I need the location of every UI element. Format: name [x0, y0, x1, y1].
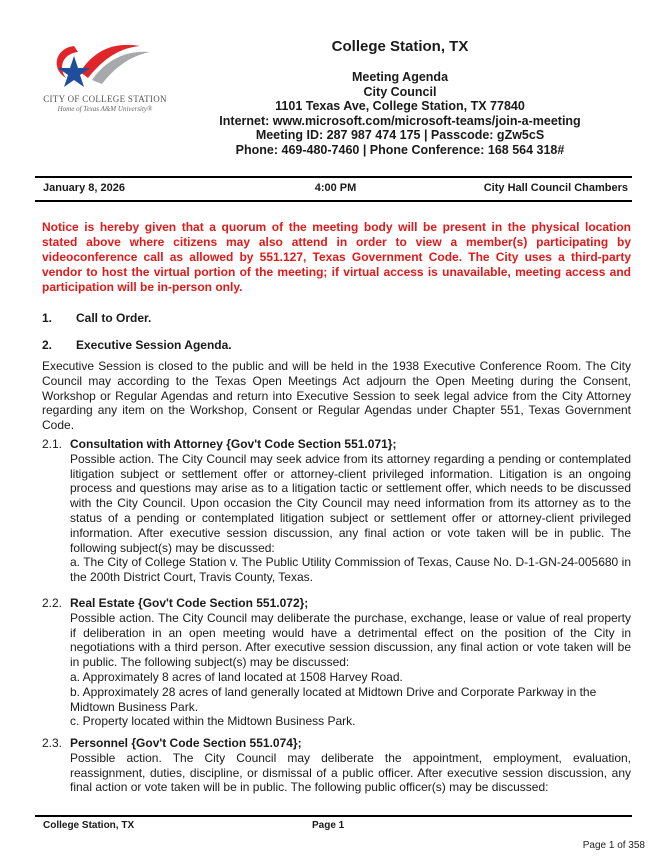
quorum-notice: Notice is hereby given that a quorum of the meeting body will be present in the physical location stated above where citizens may also attend in order to view a member(s) participating by videoconference call as allowed by 551.127, Texas Government Code. The City uses a third-party vendor to host the virtual portion of the meeting; if virtual access is unavailable, meeting access and participation will be in-person only. [42, 220, 631, 294]
subitem-subject: b. Approximately 28 acres of land generally located at Midtown Drive and Corporate Parkway in the Midtown Business Park. [70, 684, 597, 714]
header-info [190, 70, 610, 158]
subitem-subject: c. Property located within the Midtown Business Park. [70, 714, 356, 729]
agenda-item-title: Call to Order. [76, 311, 152, 325]
agenda-subitem [42, 437, 631, 585]
agenda-subitem [42, 596, 631, 729]
subitem-subject: a. The City of College Station v. The Public Utility Commission of Texas, Cause No. D-1-GN-24-005680 in the 200th District Court, Travis County, Texas. [70, 555, 631, 585]
header-agenda-type: Meeting Agenda [351, 70, 449, 84]
subitem-number: 2.3. [42, 736, 63, 750]
subitem-body: Possible action. The City Council may deliberate the purchase, exchange, lease or value of real property if deliberation in an open meeting would have a detrimental effect on the position of the City in negotiations with a third person. After executive session discussion, any final action or vote taken will be in public. The following subject(s) may be discussed: [70, 610, 631, 670]
meeting-time: 4:00 PM [314, 182, 357, 194]
subitem-number: 2.1. [42, 437, 63, 451]
header-address: 1101 Texas Ave, College Station, TX 77840 [275, 99, 525, 114]
logo-tagline: Home of Texas A&M University® [57, 105, 153, 113]
page-counter: Page 1 of 358 [582, 840, 645, 851]
logo-name: CITY OF COLLEGE STATION [43, 94, 167, 104]
footer-page: Page 1 [312, 820, 345, 831]
agenda-item-title: Executive Session Agenda. [76, 338, 232, 352]
subitem-body: Possible action. The City Council may deliberate the appointment, employment, evaluation, reassignment, duties, discipline, or dismissal of a public officer. After executive session discussion, any final action or vote taken will be in public. The following public officer(s) may be discussed: [70, 750, 631, 795]
executive-session-intro: Executive Session is closed to the public and will be held in the 1938 Executive Conference Room. The City Council may according to the Texas Open Meetings Act adjourn the Open Meeting during the Consent, Workshop or Regular Agendas and return into Executive Session to seek legal advice from the City Attorney regarding any item on the Workshop, Consent or Regular Agendas under Chapter 551, Texas Government Code. [42, 359, 631, 433]
agenda-item-number: 2. [42, 338, 53, 352]
subitem-number: 2.2. [42, 596, 63, 610]
meeting-location: City Hall Council Chambers [483, 182, 628, 194]
logo-swoosh-star-icon [44, 38, 164, 94]
header-internet: Internet: www.microsoft.com/microsoft-teams/join-a-meeting [219, 113, 581, 128]
divider [35, 200, 632, 202]
header-body: City Council [363, 84, 437, 99]
subitem-title: Personnel {Gov't Code Section 551.074}; [70, 736, 302, 750]
city-logo [40, 38, 170, 118]
header-phone: Phone: 469-480-7460 | Phone Conference: 168 564 318# [235, 142, 565, 157]
header-meeting-id: Meeting ID: 287 987 474 175 | Passcode: gZw5cS [255, 128, 545, 143]
meeting-meta [43, 182, 628, 194]
divider [35, 176, 632, 178]
agenda-item-number: 1. [42, 311, 53, 325]
agenda-item [42, 338, 232, 352]
subitem-title: Consultation with Attorney {Gov't Code Section 551.071}; [70, 437, 397, 451]
footer-city: College Station, TX [43, 820, 135, 831]
meeting-date: January 8, 2026 [43, 182, 125, 194]
subitem-title: Real Estate {Gov't Code Section 551.072}; [70, 596, 309, 610]
footer-divider [35, 815, 632, 817]
subitem-body: Possible action. The City Council may seek advice from its attorney regarding a pending or contemplated litigation subject or settlement offer or attorney-client privileged information. Litigation is an ongoing process and questions may arise as to a litigation tactic or settlement offer, which needs to be discussed with the City Council. Upon occasion the City Council may need information from its attorney as to the status of a pending or contemplated litigation subject or settlement offer or attorney-client privileged information. After executive session discussion, any final action or vote taken will be in public. The following subject(s) may be discussed: [70, 451, 631, 555]
agenda-item [42, 311, 151, 325]
header-city: College Station, TX [331, 38, 469, 55]
subitem-subject: a. Approximately 8 acres of land located at 1508 Harvey Road. [70, 669, 403, 684]
agenda-subitem [42, 736, 631, 795]
